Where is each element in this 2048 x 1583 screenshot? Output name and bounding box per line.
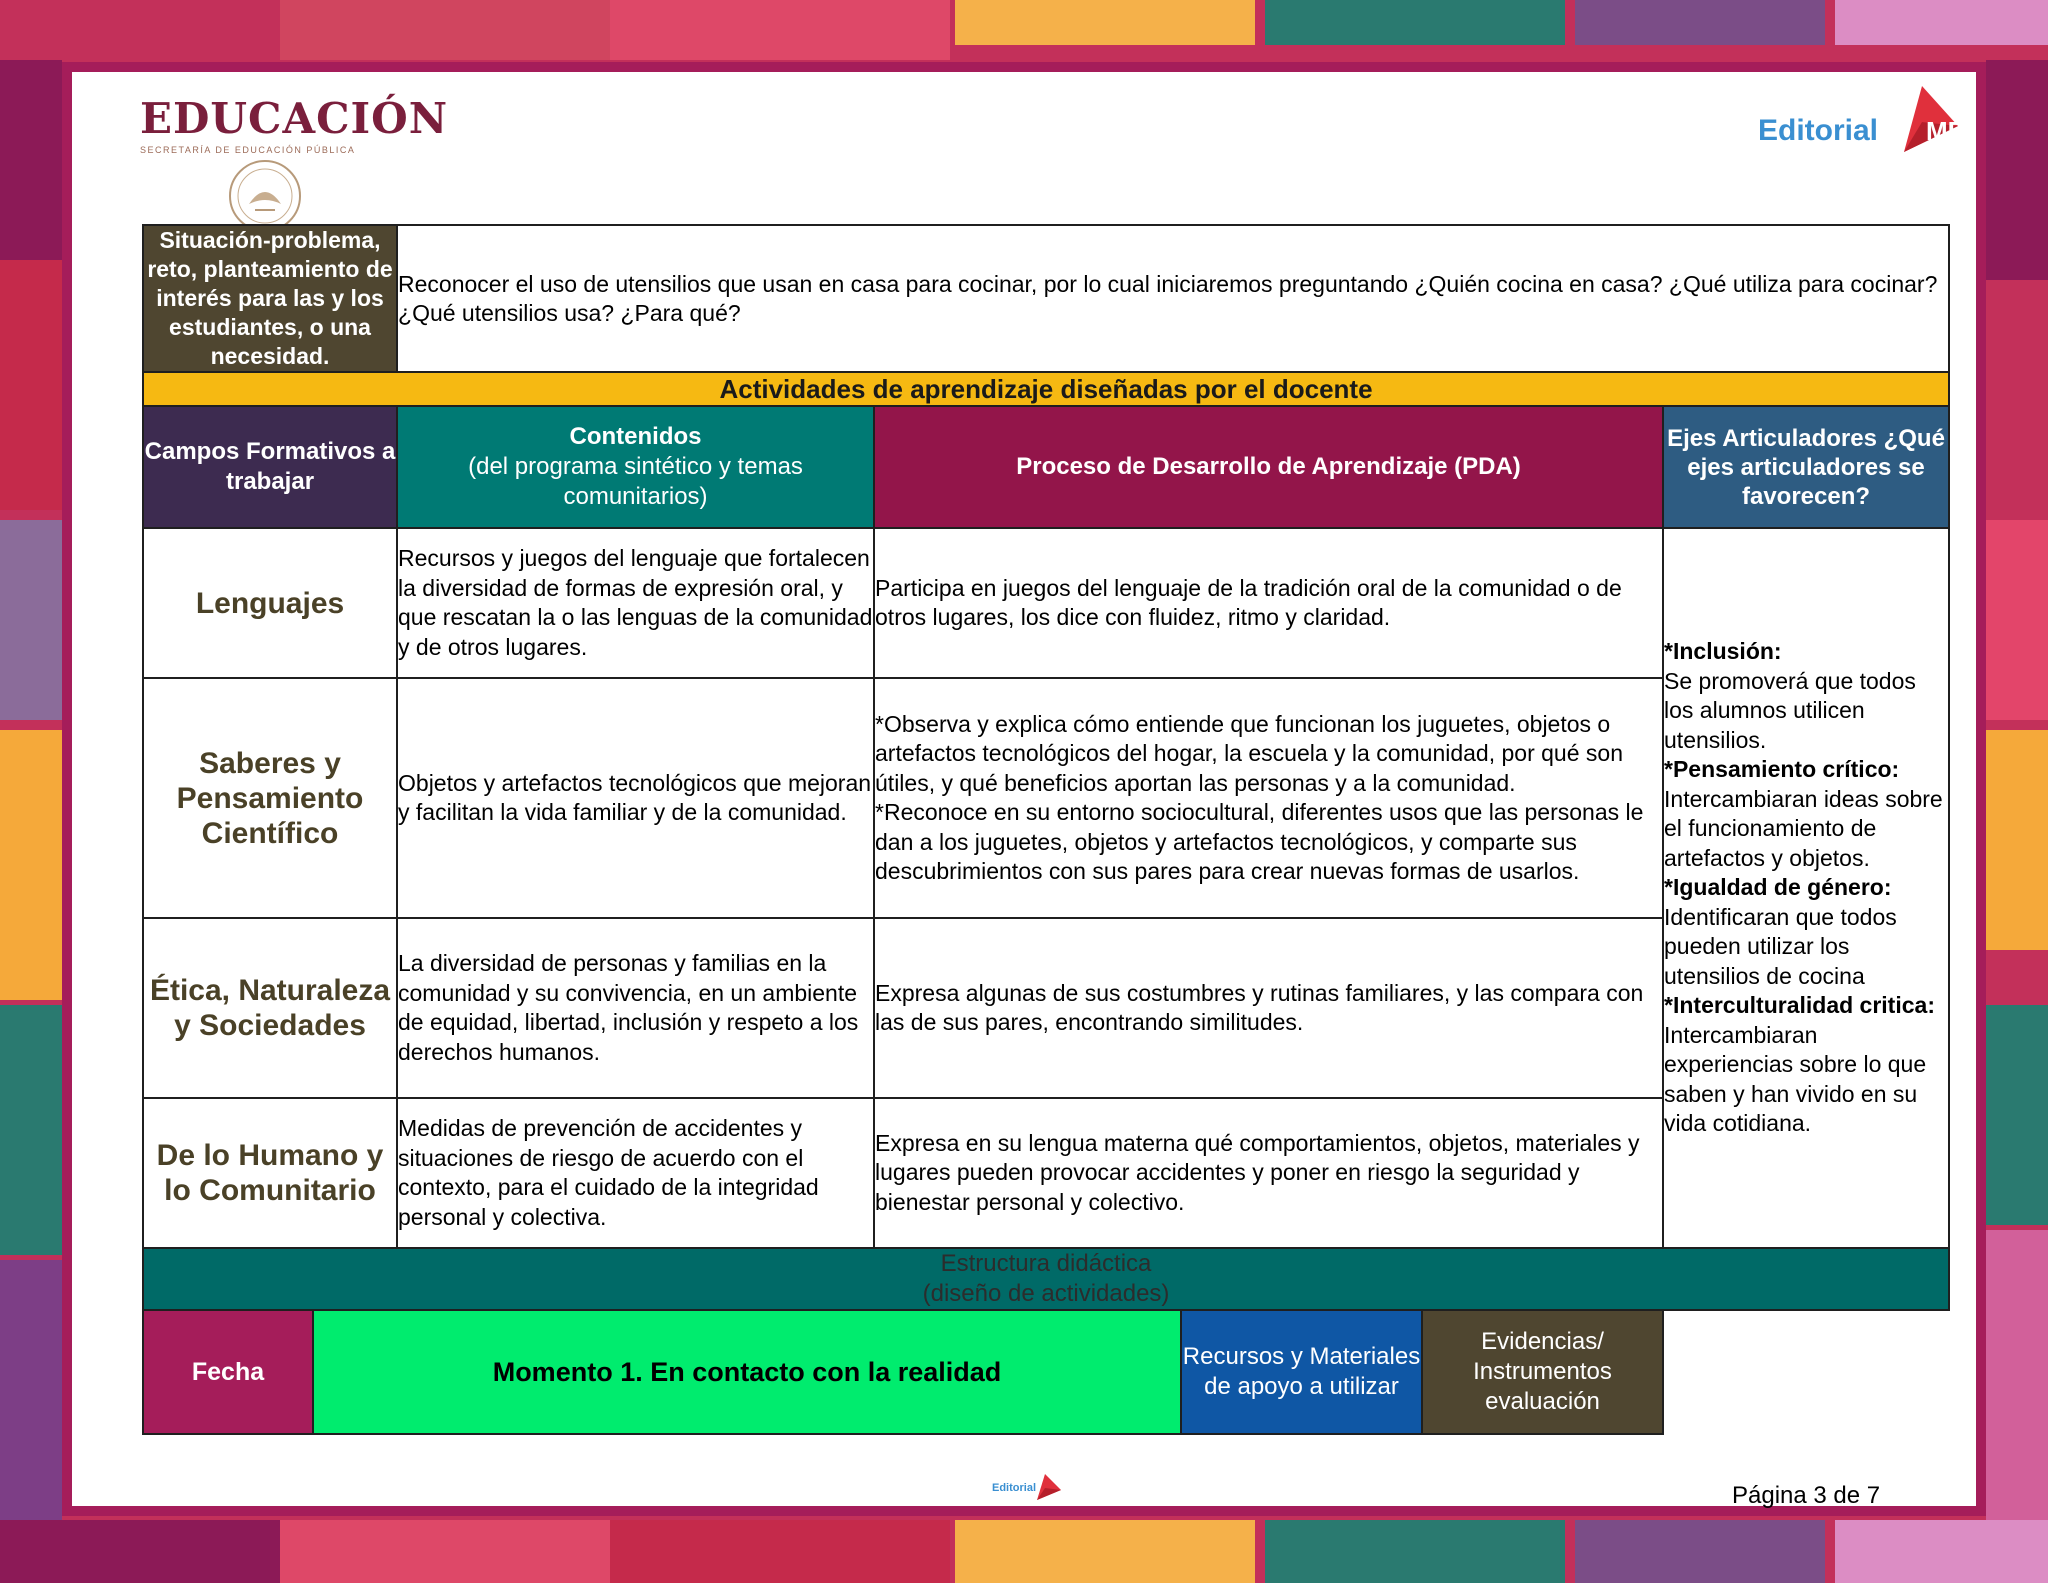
pda-cell: Expresa algunas de sus costumbres y rutinas familiares, y las compara con las de sus pares, encontrando similitudes. [874,918,1663,1098]
editorial-md-logo [1748,80,1968,170]
estructura-row [143,1248,1949,1310]
contenido-cell: La diversidad de personas y familias en la comunidad y su convivencia, en un ambiente de equidad, libertad, inclusión y respeto a los derechos humanos. [397,918,874,1098]
campo-cell: Ética, Naturaleza y Sociedades [143,918,397,1098]
pda-cell: Participa en juegos del lenguaje de la tradición oral de la comunidad o de otros lugares, los dice con fluidez, ritmo y claridad. [874,528,1663,678]
eje-text: Intercambiaran experiencias sobre lo que saben y han vivido en su vida cotidiana. [1664,1021,1927,1137]
contenidos-header [397,406,874,528]
situacion-text: Reconocer el uso de utensilios que usan en casa para cocinar, por lo cual iniciaremos preguntando ¿Quién cocina en casa? ¿Qué utiliza para cocinar? ¿Qué utensilios usa? ¿Para qué? [397,225,1949,372]
situacion-label: Situación-problema, reto, planteamiento de interés para las y los estudiantes, o una necesidad. [143,225,397,372]
footer-md-mark-icon [1034,1472,1064,1504]
footer-editorial-text: Editorial [992,1482,1037,1494]
recursos-cell: Recursos y Materiales de apoyo a utilizar [1182,1311,1423,1433]
momento-cell [313,1310,1663,1434]
pda-cell: *Observa y explica cómo entiende que funcionan los juguetes, objetos o artefactos tecnológicos del hogar, la escuela y la comunidad, por qué son útiles, y qué beneficios aportan las personas y a la comunidad. *Reconoce en su entorno sociocultural, diferentes usos que las personas le dan a los juguetes, objetos y artefactos tecnológicos, y comparte sus descubrimientos con sus pares para crear nuevas formas de usarlos. [874,678,1663,918]
evidencias-cell: Evidencias/ Instrumentos evaluación [1423,1311,1662,1433]
momento-title: Momento 1. En contacto con la realidad [314,1311,1182,1433]
document-page [62,62,1986,1516]
editorial-mark-text: MD [1926,116,1966,146]
eje-item [1664,637,1948,755]
header-row [143,406,1949,528]
eje-title: *Igualdad de género: [1664,874,1892,901]
pda-cell: Expresa en su lengua materna qué comportamientos, objetos, materiales y lugares pueden provocar accidentes y poner en riesgo la seguridad y bienestar personal y colectivo. [874,1098,1663,1248]
fecha-cell: Fecha [143,1310,313,1434]
situacion-row [143,225,1949,372]
page-number: Página 3 de 7 [1732,1482,1881,1509]
campo-cell: Lenguajes [143,528,397,678]
row-lenguajes [143,528,1949,678]
sep-logo [140,94,448,155]
sep-logo-title: EDUCACIÓN [140,94,449,143]
campos-header: Campos Formativos a trabajar [143,406,397,528]
eje-text: Se promoverá que todos los alumnos utilicen utensilios. [1664,667,1916,753]
contenido-cell: Objetos y artefactos tecnológicos que mejoran y facilitan la vida familiar y de la comunidad. [397,678,874,918]
eje-title: *Pensamiento crítico: [1664,756,1900,783]
actividades-title: Actividades de aprendizaje diseñadas por el docente [143,372,1949,406]
eje-text: Intercambiaran ideas sobre el funcionamiento de artefactos y objetos. [1664,785,1943,871]
contenido-cell: Recursos y juegos del lenguaje que fortalecen la diversidad de formas de expresión oral, y que rescatan la o las lenguas de la comunidad y de otros lugares. [397,528,874,678]
eje-item [1664,873,1948,991]
estructura-cell [143,1248,1949,1310]
momento-row [143,1310,1949,1434]
footer-editorial-logo [990,1472,1070,1512]
eje-item [1664,755,1948,873]
sep-logo-subtitle: SECRETARÍA DE EDUCACIÓN PÚBLICA [140,145,356,155]
pda-header: Proceso de Desarrollo de Aprendizaje (PDA) [874,406,1663,528]
ejes-header: Ejes Articuladores ¿Qué ejes articuladores se favorecen? [1663,406,1949,528]
eje-title: *Interculturalidad critica: [1664,992,1935,1019]
planning-table [142,224,1950,1435]
eje-item [1664,991,1948,1139]
editorial-md-mark-icon [1896,82,1966,162]
contenidos-header-title: Contenidos [569,423,702,450]
campo-cell: De lo Humano y lo Comunitario [143,1098,397,1248]
ejes-cell [1663,528,1949,1248]
contenido-cell: Medidas de prevención de accidentes y situaciones de riesgo de acuerdo con el contexto, para el cuidado de la integridad personal y colectiva. [397,1098,874,1248]
estructura-line2: (diseño de actividades) [922,1280,1170,1307]
national-seal-icon [227,158,303,234]
campo-cell: Saberes y Pensamiento Científico [143,678,397,918]
estructura-line1: Estructura didáctica [940,1250,1152,1277]
eje-text: Identificaran que todos pueden utilizar los utensilios de cocina [1664,903,1897,989]
contenidos-header-sub: (del programa sintético y temas comunitarios) [468,453,803,510]
editorial-logo-text: Editorial [1758,114,1879,147]
eje-title: *Inclusión: [1664,638,1782,665]
